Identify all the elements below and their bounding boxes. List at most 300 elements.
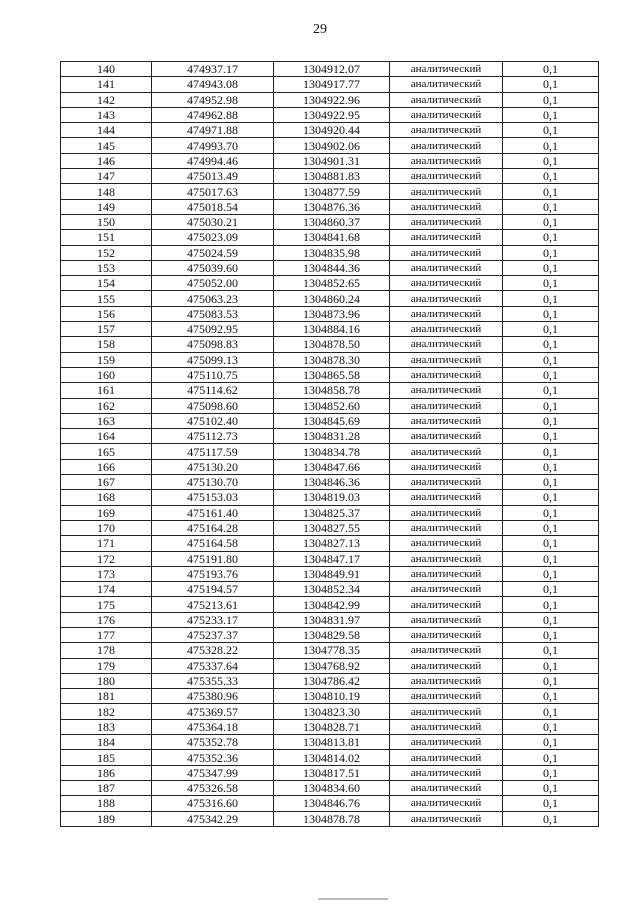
method-cell: аналитический — [390, 77, 503, 92]
method-cell: аналитический — [390, 796, 503, 811]
x-coordinate-cell: 475328.22 — [152, 643, 274, 658]
method-cell: аналитический — [390, 153, 503, 168]
method-cell: аналитический — [390, 475, 503, 490]
method-cell: аналитический — [390, 765, 503, 780]
method-cell: аналитический — [390, 536, 503, 551]
y-coordinate-cell: 1304847.66 — [274, 459, 390, 474]
table-row — [61, 367, 599, 382]
point-number-cell: 164 — [61, 429, 152, 444]
point-number-cell: 166 — [61, 459, 152, 474]
table-row — [61, 490, 599, 505]
accuracy-cell: 0,1 — [503, 597, 599, 612]
accuracy-cell: 0,1 — [503, 643, 599, 658]
point-number-cell: 172 — [61, 551, 152, 566]
point-number-cell: 169 — [61, 505, 152, 520]
x-coordinate-cell: 475161.40 — [152, 505, 274, 520]
y-coordinate-cell: 1304827.55 — [274, 520, 390, 535]
x-coordinate-cell: 475237.37 — [152, 627, 274, 642]
y-coordinate-cell: 1304920.44 — [274, 123, 390, 138]
method-cell: аналитический — [390, 459, 503, 474]
table-row — [61, 627, 599, 642]
method-cell: аналитический — [390, 322, 503, 337]
method-cell: аналитический — [390, 383, 503, 398]
point-number-cell: 147 — [61, 169, 152, 184]
accuracy-cell: 0,1 — [503, 260, 599, 275]
accuracy-cell: 0,1 — [503, 230, 599, 245]
x-coordinate-cell: 475098.60 — [152, 398, 274, 413]
method-cell: аналитический — [390, 184, 503, 199]
method-cell: аналитический — [390, 811, 503, 826]
accuracy-cell: 0,1 — [503, 490, 599, 505]
point-number-cell: 165 — [61, 444, 152, 459]
method-cell: аналитический — [390, 735, 503, 750]
y-coordinate-cell: 1304878.50 — [274, 337, 390, 352]
point-number-cell: 177 — [61, 627, 152, 642]
method-cell: аналитический — [390, 627, 503, 642]
accuracy-cell: 0,1 — [503, 184, 599, 199]
x-coordinate-cell: 475337.64 — [152, 658, 274, 673]
y-coordinate-cell: 1304831.28 — [274, 429, 390, 444]
table-row — [61, 475, 599, 490]
accuracy-cell: 0,1 — [503, 413, 599, 428]
x-coordinate-cell: 475194.57 — [152, 582, 274, 597]
method-cell: аналитический — [390, 750, 503, 765]
method-cell: аналитический — [390, 276, 503, 291]
table-row — [61, 77, 599, 92]
accuracy-cell: 0,1 — [503, 811, 599, 826]
accuracy-cell: 0,1 — [503, 306, 599, 321]
method-cell: аналитический — [390, 597, 503, 612]
y-coordinate-cell: 1304842.99 — [274, 597, 390, 612]
table-row — [61, 566, 599, 581]
x-coordinate-cell: 475347.99 — [152, 765, 274, 780]
y-coordinate-cell: 1304844.36 — [274, 260, 390, 275]
y-coordinate-cell: 1304768.92 — [274, 658, 390, 673]
method-cell: аналитический — [390, 566, 503, 581]
point-number-cell: 153 — [61, 260, 152, 275]
point-number-cell: 167 — [61, 475, 152, 490]
y-coordinate-cell: 1304858.78 — [274, 383, 390, 398]
table-row — [61, 780, 599, 795]
method-cell: аналитический — [390, 429, 503, 444]
accuracy-cell: 0,1 — [503, 199, 599, 214]
accuracy-cell: 0,1 — [503, 352, 599, 367]
point-number-cell: 187 — [61, 780, 152, 795]
table-row — [61, 551, 599, 566]
table-row — [61, 643, 599, 658]
accuracy-cell: 0,1 — [503, 62, 599, 77]
x-coordinate-cell: 475369.57 — [152, 704, 274, 719]
x-coordinate-cell: 474993.70 — [152, 138, 274, 153]
y-coordinate-cell: 1304829.58 — [274, 627, 390, 642]
table-row — [61, 276, 599, 291]
method-cell: аналитический — [390, 658, 503, 673]
y-coordinate-cell: 1304876.36 — [274, 199, 390, 214]
y-coordinate-cell: 1304873.96 — [274, 306, 390, 321]
point-number-cell: 156 — [61, 306, 152, 321]
point-number-cell: 185 — [61, 750, 152, 765]
table-row — [61, 505, 599, 520]
accuracy-cell: 0,1 — [503, 459, 599, 474]
y-coordinate-cell: 1304852.34 — [274, 582, 390, 597]
point-number-cell: 162 — [61, 398, 152, 413]
y-coordinate-cell: 1304878.78 — [274, 811, 390, 826]
method-cell: аналитический — [390, 551, 503, 566]
x-coordinate-cell: 474962.88 — [152, 107, 274, 122]
y-coordinate-cell: 1304917.77 — [274, 77, 390, 92]
y-coordinate-cell: 1304819.03 — [274, 490, 390, 505]
table-row — [61, 322, 599, 337]
table-row — [61, 306, 599, 321]
table-row — [61, 689, 599, 704]
table-row — [61, 765, 599, 780]
table-row — [61, 536, 599, 551]
page-number: 29 — [313, 22, 327, 37]
accuracy-cell: 0,1 — [503, 796, 599, 811]
point-number-cell: 178 — [61, 643, 152, 658]
point-number-cell: 180 — [61, 673, 152, 688]
table-row — [61, 704, 599, 719]
x-coordinate-cell: 475130.70 — [152, 475, 274, 490]
y-coordinate-cell: 1304814.02 — [274, 750, 390, 765]
method-cell: аналитический — [390, 138, 503, 153]
table-row — [61, 92, 599, 107]
x-coordinate-cell: 475191.80 — [152, 551, 274, 566]
accuracy-cell: 0,1 — [503, 383, 599, 398]
y-coordinate-cell: 1304849.91 — [274, 566, 390, 581]
y-coordinate-cell: 1304846.36 — [274, 475, 390, 490]
x-coordinate-cell: 475063.23 — [152, 291, 274, 306]
y-coordinate-cell: 1304901.31 — [274, 153, 390, 168]
y-coordinate-cell: 1304827.13 — [274, 536, 390, 551]
point-number-cell: 182 — [61, 704, 152, 719]
table-row — [61, 230, 599, 245]
x-coordinate-cell: 475380.96 — [152, 689, 274, 704]
y-coordinate-cell: 1304846.76 — [274, 796, 390, 811]
table-row — [61, 597, 599, 612]
y-coordinate-cell: 1304828.71 — [274, 719, 390, 734]
method-cell: аналитический — [390, 199, 503, 214]
method-cell: аналитический — [390, 643, 503, 658]
point-number-cell: 163 — [61, 413, 152, 428]
table-row — [61, 520, 599, 535]
x-coordinate-cell: 475092.95 — [152, 322, 274, 337]
table-row — [61, 582, 599, 597]
coordinates-table-body — [61, 62, 599, 827]
coordinates-table — [60, 61, 599, 827]
y-coordinate-cell: 1304922.96 — [274, 92, 390, 107]
point-number-cell: 144 — [61, 123, 152, 138]
accuracy-cell: 0,1 — [503, 520, 599, 535]
accuracy-cell: 0,1 — [503, 689, 599, 704]
x-coordinate-cell: 475110.75 — [152, 367, 274, 382]
x-coordinate-cell: 475039.60 — [152, 260, 274, 275]
table-row — [61, 245, 599, 260]
method-cell: аналитический — [390, 689, 503, 704]
y-coordinate-cell: 1304786.42 — [274, 673, 390, 688]
table-row — [61, 260, 599, 275]
y-coordinate-cell: 1304813.81 — [274, 735, 390, 750]
point-number-cell: 188 — [61, 796, 152, 811]
method-cell: аналитический — [390, 413, 503, 428]
accuracy-cell: 0,1 — [503, 780, 599, 795]
accuracy-cell: 0,1 — [503, 169, 599, 184]
table-row — [61, 352, 599, 367]
point-number-cell: 158 — [61, 337, 152, 352]
x-coordinate-cell: 475352.36 — [152, 750, 274, 765]
accuracy-cell: 0,1 — [503, 153, 599, 168]
accuracy-cell: 0,1 — [503, 138, 599, 153]
x-coordinate-cell: 475130.20 — [152, 459, 274, 474]
point-number-cell: 142 — [61, 92, 152, 107]
table-row — [61, 291, 599, 306]
x-coordinate-cell: 475023.09 — [152, 230, 274, 245]
table-row — [61, 398, 599, 413]
point-number-cell: 174 — [61, 582, 152, 597]
method-cell: аналитический — [390, 444, 503, 459]
point-number-cell: 152 — [61, 245, 152, 260]
table-row — [61, 107, 599, 122]
x-coordinate-cell: 474952.98 — [152, 92, 274, 107]
x-coordinate-cell: 475013.49 — [152, 169, 274, 184]
point-number-cell: 173 — [61, 566, 152, 581]
point-number-cell: 140 — [61, 62, 152, 77]
table-row — [61, 153, 599, 168]
y-coordinate-cell: 1304831.97 — [274, 612, 390, 627]
x-coordinate-cell: 475352.78 — [152, 735, 274, 750]
x-coordinate-cell: 475052.00 — [152, 276, 274, 291]
method-cell: аналитический — [390, 704, 503, 719]
point-number-cell: 155 — [61, 291, 152, 306]
x-coordinate-cell: 474937.17 — [152, 62, 274, 77]
x-coordinate-cell: 475342.29 — [152, 811, 274, 826]
table-row — [61, 796, 599, 811]
x-coordinate-cell: 475083.53 — [152, 306, 274, 321]
x-coordinate-cell: 475099.13 — [152, 352, 274, 367]
y-coordinate-cell: 1304845.69 — [274, 413, 390, 428]
point-number-cell: 175 — [61, 597, 152, 612]
table-row — [61, 123, 599, 138]
table-row — [61, 184, 599, 199]
x-coordinate-cell: 475117.59 — [152, 444, 274, 459]
point-number-cell: 170 — [61, 520, 152, 535]
table-row — [61, 383, 599, 398]
method-cell: аналитический — [390, 306, 503, 321]
table-row — [61, 719, 599, 734]
x-coordinate-cell: 474994.46 — [152, 153, 274, 168]
point-number-cell: 154 — [61, 276, 152, 291]
table-row — [61, 199, 599, 214]
point-number-cell: 160 — [61, 367, 152, 382]
table-row — [61, 413, 599, 428]
y-coordinate-cell: 1304778.35 — [274, 643, 390, 658]
accuracy-cell: 0,1 — [503, 337, 599, 352]
x-coordinate-cell: 475098.83 — [152, 337, 274, 352]
accuracy-cell: 0,1 — [503, 276, 599, 291]
accuracy-cell: 0,1 — [503, 291, 599, 306]
accuracy-cell: 0,1 — [503, 398, 599, 413]
point-number-cell: 141 — [61, 77, 152, 92]
accuracy-cell: 0,1 — [503, 107, 599, 122]
method-cell: аналитический — [390, 169, 503, 184]
y-coordinate-cell: 1304877.59 — [274, 184, 390, 199]
accuracy-cell: 0,1 — [503, 367, 599, 382]
accuracy-cell: 0,1 — [503, 627, 599, 642]
method-cell: аналитический — [390, 245, 503, 260]
point-number-cell: 146 — [61, 153, 152, 168]
point-number-cell: 189 — [61, 811, 152, 826]
method-cell: аналитический — [390, 352, 503, 367]
scan-artifact-line — [318, 898, 388, 900]
table-row — [61, 811, 599, 826]
method-cell: аналитический — [390, 520, 503, 535]
method-cell: аналитический — [390, 490, 503, 505]
method-cell: аналитический — [390, 505, 503, 520]
accuracy-cell: 0,1 — [503, 214, 599, 229]
point-number-cell: 143 — [61, 107, 152, 122]
table-row — [61, 750, 599, 765]
accuracy-cell: 0,1 — [503, 735, 599, 750]
accuracy-cell: 0,1 — [503, 658, 599, 673]
method-cell: аналитический — [390, 582, 503, 597]
x-coordinate-cell: 475024.59 — [152, 245, 274, 260]
y-coordinate-cell: 1304817.51 — [274, 765, 390, 780]
y-coordinate-cell: 1304860.24 — [274, 291, 390, 306]
x-coordinate-cell: 475017.63 — [152, 184, 274, 199]
point-number-cell: 184 — [61, 735, 152, 750]
y-coordinate-cell: 1304878.30 — [274, 352, 390, 367]
table-row — [61, 62, 599, 77]
y-coordinate-cell: 1304852.60 — [274, 398, 390, 413]
x-coordinate-cell: 475364.18 — [152, 719, 274, 734]
accuracy-cell: 0,1 — [503, 429, 599, 444]
method-cell: аналитический — [390, 337, 503, 352]
table-row — [61, 169, 599, 184]
x-coordinate-cell: 475102.40 — [152, 413, 274, 428]
method-cell: аналитический — [390, 673, 503, 688]
y-coordinate-cell: 1304847.17 — [274, 551, 390, 566]
table-row — [61, 459, 599, 474]
method-cell: аналитический — [390, 230, 503, 245]
accuracy-cell: 0,1 — [503, 582, 599, 597]
method-cell: аналитический — [390, 260, 503, 275]
point-number-cell: 171 — [61, 536, 152, 551]
accuracy-cell: 0,1 — [503, 77, 599, 92]
accuracy-cell: 0,1 — [503, 765, 599, 780]
method-cell: аналитический — [390, 291, 503, 306]
accuracy-cell: 0,1 — [503, 566, 599, 581]
table-row — [61, 138, 599, 153]
y-coordinate-cell: 1304810.19 — [274, 689, 390, 704]
method-cell: аналитический — [390, 719, 503, 734]
y-coordinate-cell: 1304860.37 — [274, 214, 390, 229]
y-coordinate-cell: 1304834.78 — [274, 444, 390, 459]
table-row — [61, 673, 599, 688]
y-coordinate-cell: 1304912.07 — [274, 62, 390, 77]
table-row — [61, 337, 599, 352]
table-row — [61, 444, 599, 459]
table-row — [61, 214, 599, 229]
x-coordinate-cell: 475112.73 — [152, 429, 274, 444]
method-cell: аналитический — [390, 92, 503, 107]
x-coordinate-cell: 474943.08 — [152, 77, 274, 92]
y-coordinate-cell: 1304865.58 — [274, 367, 390, 382]
method-cell: аналитический — [390, 612, 503, 627]
point-number-cell: 183 — [61, 719, 152, 734]
point-number-cell: 176 — [61, 612, 152, 627]
point-number-cell: 157 — [61, 322, 152, 337]
accuracy-cell: 0,1 — [503, 245, 599, 260]
point-number-cell: 148 — [61, 184, 152, 199]
x-coordinate-cell: 475355.33 — [152, 673, 274, 688]
table-row — [61, 658, 599, 673]
y-coordinate-cell: 1304902.06 — [274, 138, 390, 153]
y-coordinate-cell: 1304834.60 — [274, 780, 390, 795]
x-coordinate-cell: 475164.28 — [152, 520, 274, 535]
point-number-cell: 168 — [61, 490, 152, 505]
accuracy-cell: 0,1 — [503, 673, 599, 688]
accuracy-cell: 0,1 — [503, 475, 599, 490]
x-coordinate-cell: 475164.58 — [152, 536, 274, 551]
accuracy-cell: 0,1 — [503, 704, 599, 719]
y-coordinate-cell: 1304841.68 — [274, 230, 390, 245]
accuracy-cell: 0,1 — [503, 612, 599, 627]
y-coordinate-cell: 1304852.65 — [274, 276, 390, 291]
x-coordinate-cell: 475193.76 — [152, 566, 274, 581]
table-row — [61, 735, 599, 750]
table-row — [61, 429, 599, 444]
x-coordinate-cell: 474971.88 — [152, 123, 274, 138]
method-cell: аналитический — [390, 107, 503, 122]
y-coordinate-cell: 1304825.37 — [274, 505, 390, 520]
accuracy-cell: 0,1 — [503, 322, 599, 337]
method-cell: аналитический — [390, 123, 503, 138]
point-number-cell: 145 — [61, 138, 152, 153]
x-coordinate-cell: 475233.17 — [152, 612, 274, 627]
point-number-cell: 159 — [61, 352, 152, 367]
point-number-cell: 150 — [61, 214, 152, 229]
y-coordinate-cell: 1304823.30 — [274, 704, 390, 719]
y-coordinate-cell: 1304835.98 — [274, 245, 390, 260]
method-cell: аналитический — [390, 62, 503, 77]
x-coordinate-cell: 475018.54 — [152, 199, 274, 214]
y-coordinate-cell: 1304881.83 — [274, 169, 390, 184]
point-number-cell: 161 — [61, 383, 152, 398]
point-number-cell: 186 — [61, 765, 152, 780]
x-coordinate-cell: 475153.03 — [152, 490, 274, 505]
x-coordinate-cell: 475030.21 — [152, 214, 274, 229]
x-coordinate-cell: 475326.58 — [152, 780, 274, 795]
accuracy-cell: 0,1 — [503, 444, 599, 459]
point-number-cell: 179 — [61, 658, 152, 673]
point-number-cell: 149 — [61, 199, 152, 214]
accuracy-cell: 0,1 — [503, 123, 599, 138]
method-cell: аналитический — [390, 214, 503, 229]
x-coordinate-cell: 475114.62 — [152, 383, 274, 398]
table-row — [61, 612, 599, 627]
accuracy-cell: 0,1 — [503, 505, 599, 520]
point-number-cell: 151 — [61, 230, 152, 245]
y-coordinate-cell: 1304922.95 — [274, 107, 390, 122]
accuracy-cell: 0,1 — [503, 536, 599, 551]
method-cell: аналитический — [390, 398, 503, 413]
accuracy-cell: 0,1 — [503, 92, 599, 107]
point-number-cell: 181 — [61, 689, 152, 704]
accuracy-cell: 0,1 — [503, 719, 599, 734]
x-coordinate-cell: 475213.61 — [152, 597, 274, 612]
accuracy-cell: 0,1 — [503, 750, 599, 765]
accuracy-cell: 0,1 — [503, 551, 599, 566]
